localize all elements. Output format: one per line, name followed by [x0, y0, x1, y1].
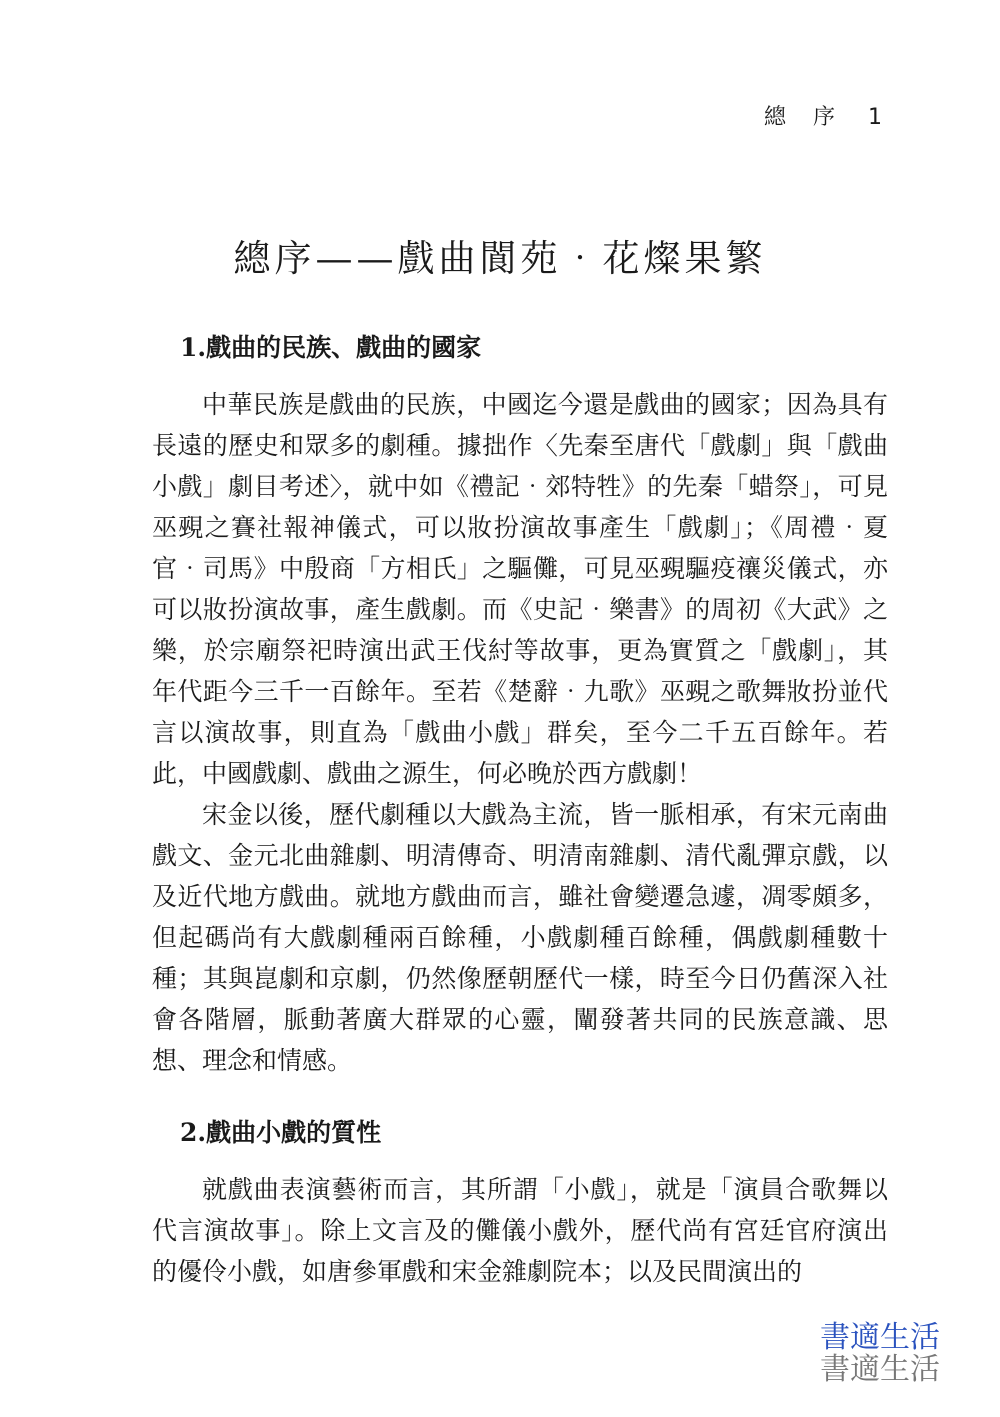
- section-heading: 1.戲曲的民族、戲曲的國家: [180, 333, 482, 362]
- paragraph: 中華民族是戲曲的民族，中國迄今還是戲曲的國家；因為具有長遠的歷史和眾多的劇種。據拙作〈先秦至唐代「戲劇」與「戲曲小戲」劇目考述〉，就中如《禮記‧郊特牲》的先秦「蜡祭」，可見巫覡之賽社報神儀式，可以妝扮演故事產生「戲劇」；《周禮‧夏官‧司馬》中殷商「方相氏」之驅儺，可見巫覡驅疫禳災儀式，亦可以妝扮演故事，產生戲劇。而《史記‧樂書》的周初《大武》之樂，於宗廟祭祀時演出武王伐紂等故事，更為實質之「戲劇」，其年代距今三千一百餘年。至若《楚辭‧九歌》巫覡之歌舞妝扮並代言以演故事，則直為「戲曲小戲」群矣，至今二千五百餘年。若此，中國戲劇、戲曲之源生，何必晚於西方戲劇！: [152, 390, 888, 788]
- watermark-text-shadow: 書適生活: [820, 1352, 940, 1387]
- page-number: 1: [868, 105, 882, 130]
- chapter-title: 總序——戲曲閬苑‧花燦果繁: [233, 237, 767, 280]
- publisher-watermark: [820, 1322, 940, 1386]
- running-title: 總 序: [764, 105, 845, 130]
- watermark-text: 書適生活: [820, 1320, 940, 1355]
- paragraph: 宋金以後，歷代劇種以大戲為主流，皆一脈相承，有宋元南曲戲文、金元北曲雜劇、明清傳奇、明清南雜劇、清代亂彈京戲，以及近代地方戲曲。就地方戲曲而言，雖社會變遷急遽，凋零頗多，但起碼尚有大戲劇種兩百餘種，小戲劇種百餘種，偶戲劇種數十種；其與崑劇和京劇，仍然像歷朝歷代一樣，時至今日仍舊深入社會各階層，脈動著廣大群眾的心靈，闡發著共同的民族意識、思想、理念和情感。: [152, 800, 888, 1075]
- main-content: [152, 326, 888, 1292]
- paragraph: 就戲曲表演藝術而言，其所謂「小戲」，就是「演員合歌舞以代言演故事」。除上文言及的儺儀小戲外，歷代尚有宮廷官府演出的優伶小戲，如唐參軍戲和宋金雜劇院本；以及民間演出的: [152, 1175, 888, 1286]
- section-2: [152, 1111, 888, 1292]
- section-heading: 2.戲曲小戲的質性: [180, 1118, 382, 1147]
- section-1: [152, 326, 888, 1081]
- running-header: [764, 100, 882, 131]
